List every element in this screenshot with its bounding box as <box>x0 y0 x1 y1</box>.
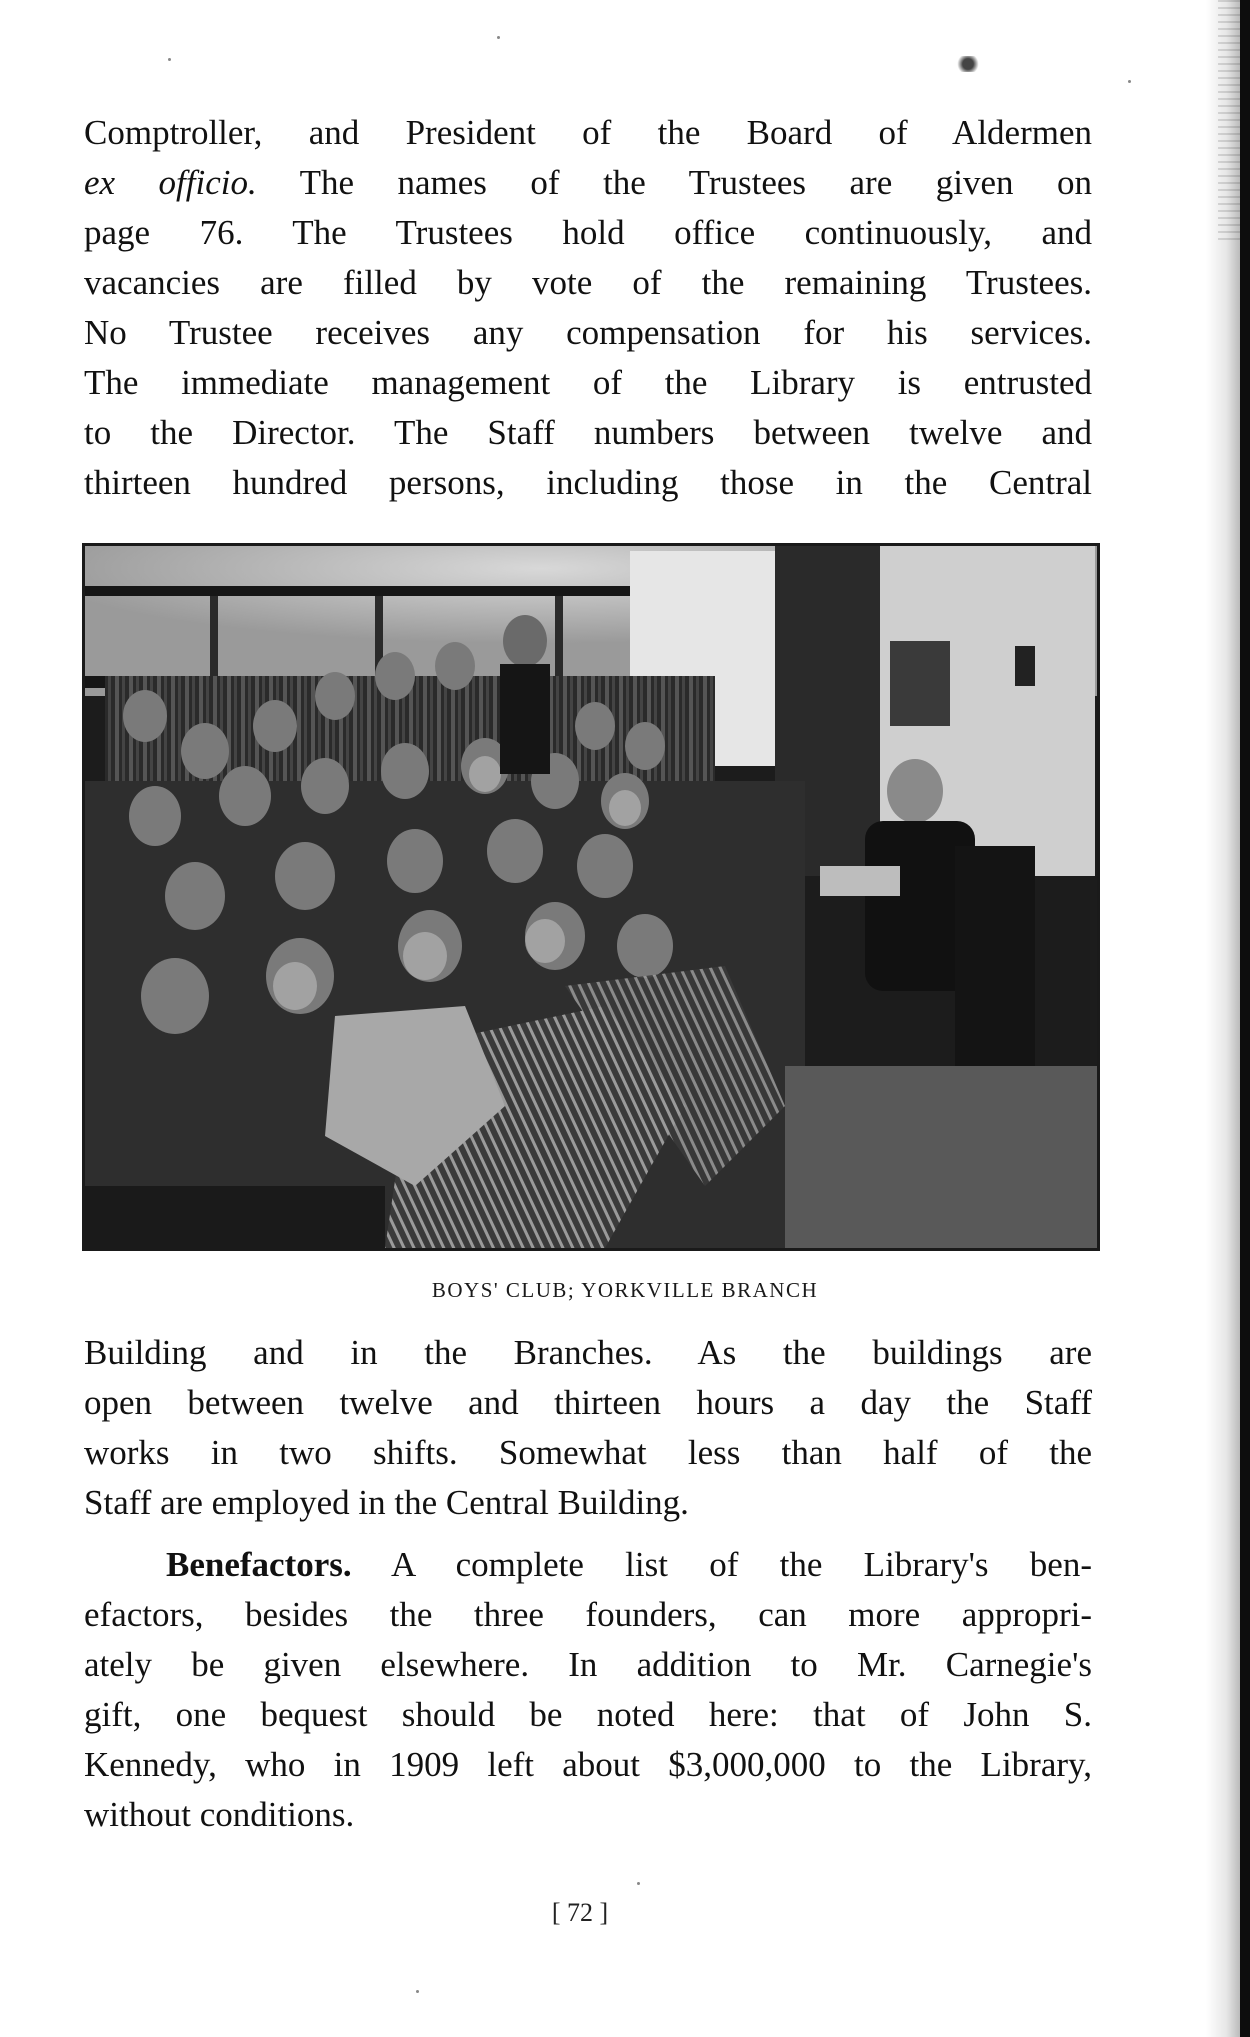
ink-blot <box>955 56 981 72</box>
paragraph-top <box>84 108 1092 508</box>
text-line: open between twelve and thirteen hours a day the Staff <box>84 1383 1092 1422</box>
text-line: page 76. The Trustees hold office continuously, and <box>84 213 1092 252</box>
text-line <box>84 158 1092 208</box>
text-line: gift, one bequest should be noted here: that of John S. <box>84 1695 1092 1734</box>
scan-edge-bar <box>1240 0 1250 2037</box>
text-line: Building and in the Branches. As the buildings are <box>84 1333 1092 1372</box>
text-line: works in two shifts. Somewhat less than half of the <box>84 1433 1092 1472</box>
text-line: The immediate management of the Library is entrusted <box>84 363 1092 402</box>
text-line: Staff are employed in the Central Building. <box>84 1483 689 1522</box>
figure-caption: BOYS' CLUB; YORKVILLE BRANCH <box>431 1278 819 1302</box>
text-fragment: A complete list of the Library's ben- <box>351 1545 1092 1584</box>
text-line: without conditions. <box>84 1795 355 1834</box>
text-line: to the Director. The Staff numbers between twelve and <box>84 413 1092 452</box>
text-line: vacancies are filled by vote of the remaining Trustees. <box>84 263 1092 302</box>
text-line: Comptroller, and President of the Board of Aldermen <box>84 113 1092 152</box>
text-line: ately be given elsewhere. In addition to Mr. Carnegie's <box>84 1645 1092 1684</box>
text-line: Kennedy, who in 1909 left about $3,000,000 to the Library, <box>84 1745 1092 1784</box>
section-heading: Benefactors. <box>166 1545 352 1584</box>
text-line <box>84 1540 1092 1590</box>
speck <box>416 1990 419 1993</box>
scan-edge-speckle <box>1218 0 1240 240</box>
text-line: No Trustee receives any compensation for his services. <box>84 313 1092 352</box>
speck <box>637 1882 640 1885</box>
speck <box>1128 80 1131 83</box>
speck <box>497 36 500 39</box>
paragraph-benefactors <box>84 1540 1092 1840</box>
paragraph-middle <box>84 1328 1092 1528</box>
speck <box>168 58 171 61</box>
latin-phrase: ex officio. <box>84 163 257 202</box>
text-line: thirteen hundred persons, including those in the Central <box>84 463 1092 502</box>
page-number: [ 72 ] <box>551 1898 609 1927</box>
text-line: efactors, besides the three founders, can more appropri- <box>84 1595 1092 1634</box>
photograph-boys-club <box>82 543 1100 1251</box>
scan-edge-shadow <box>1206 0 1240 2037</box>
text-fragment: The names of the Trustees are given on <box>256 163 1092 202</box>
